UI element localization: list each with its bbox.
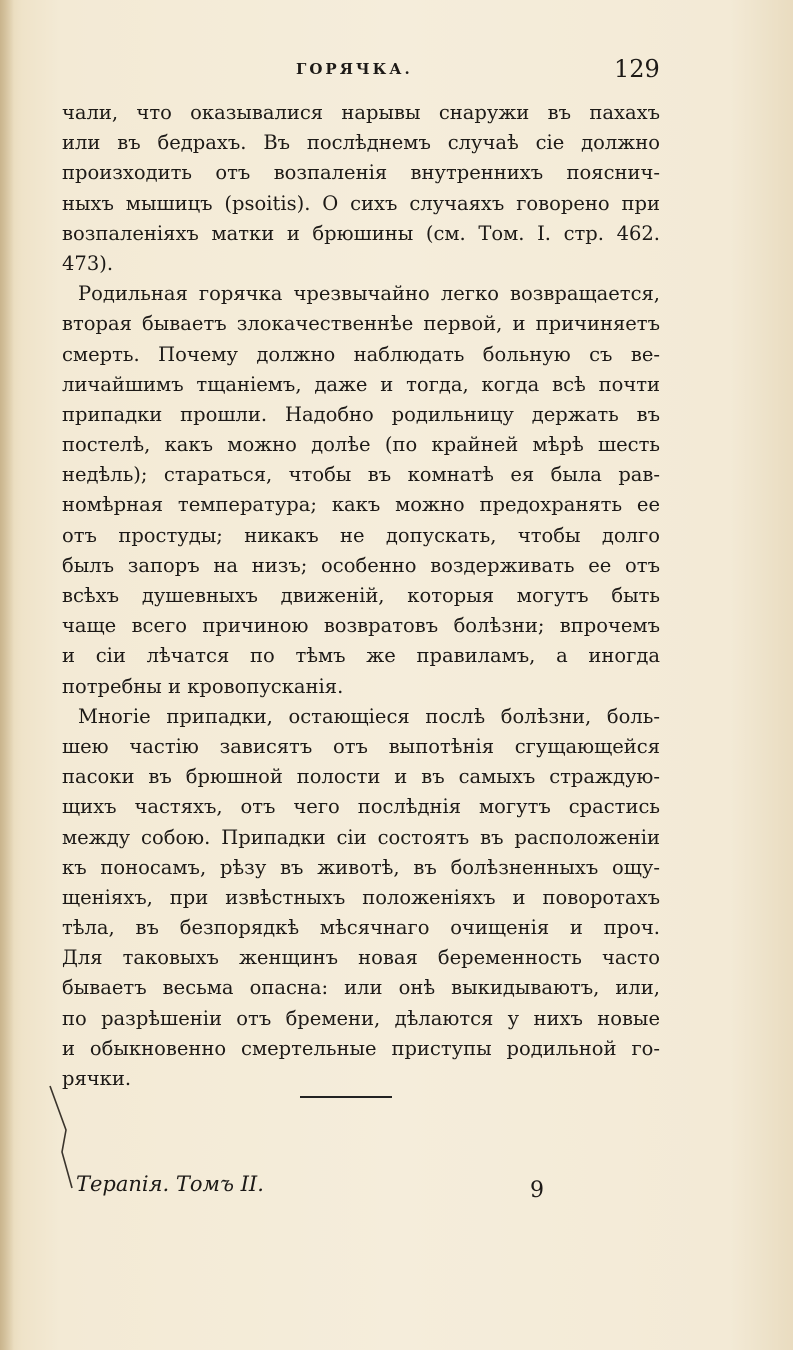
text-line: чали, что оказывалися нарывы снаружи въ пахахъ — [62, 101, 660, 124]
text-line: 473). — [62, 251, 114, 275]
text-line: номѣрная температура; какъ можно предохранять ее — [62, 493, 660, 517]
text-line: личайшимъ тщаніемъ, даже и тогда, когда всѣ почти — [62, 372, 660, 396]
text-line: постелѣ, какъ можно долѣе (по крайней мѣрѣ шесть — [62, 433, 660, 457]
binding-shadow — [0, 0, 14, 1350]
text-line: недѣль); стараться, чтобы въ комнатѣ ея была рав- — [62, 463, 660, 487]
text-line: рячки. — [62, 1067, 132, 1090]
text-line: или въ бедрахъ. Въ послѣднемъ случаѣ сіе должно — [62, 131, 660, 155]
text-line: и обыкновенно смертельные приступы родильной го- — [62, 1036, 660, 1060]
signature-line: Терапія. Томъ II. — [76, 1172, 264, 1196]
text-line: къ поносамъ, рѣзу въ животѣ, въ болѣзненныхъ ощу- — [62, 855, 660, 879]
text-line: по разрѣшеніи отъ бремени, дѣлаются у нихъ новые — [62, 1006, 660, 1030]
section-rule — [300, 1096, 392, 1098]
text-line: и сіи лѣчатся по тѣмъ же правиламъ, а иногда — [62, 644, 660, 668]
text-line: всѣхъ душевныхъ движеній, которыя могутъ быть — [62, 584, 660, 607]
text-line: пасоки въ брюшной полости и въ самыхъ страждую- — [62, 765, 660, 789]
text-line: ныхъ мышицъ (psoitis). О сихъ случаяхъ говорено при — [62, 191, 660, 215]
signature-mark: 9 — [530, 1178, 544, 1203]
page-number: 129 — [614, 55, 660, 83]
paragraph-start: Многіе припадки, остающіеся послѣ болѣзни, боль- — [78, 704, 660, 728]
running-title: ГОРЯЧКА. — [296, 60, 413, 78]
text-line: тѣла, въ безпорядкѣ мѣсячнаго очищенія и проч. — [62, 916, 660, 940]
text-line: потребны и кровопусканія. — [62, 674, 344, 698]
text-line: бываетъ весьма опасна: или онѣ выкидываютъ, или, — [62, 976, 660, 1000]
body-text — [62, 98, 660, 1094]
text-line: припадки прошли. Надобно родильницу держать въ — [62, 402, 660, 426]
paragraph-start: Родильная горячка чрезвычайно легко возвращается, — [78, 282, 660, 306]
text-line: отъ простуды; никакъ не допускать, чтобы долго — [62, 523, 660, 547]
text-line: вторая бываетъ злокачественнѣе первой, и причиняетъ — [62, 312, 660, 336]
text-line: шею частію зависятъ отъ выпотѣнія сгущающейся — [62, 734, 660, 758]
text-line: между собою. Припадки сіи состоятъ въ расположеніи — [62, 825, 660, 849]
text-line: Для таковыхъ женщинъ новая беременность часто — [62, 946, 660, 970]
text-line: щихъ частяхъ, отъ чего послѣднія могутъ срастись — [62, 795, 660, 819]
text-line: былъ запоръ на низъ; особенно воздерживать ее отъ — [62, 553, 660, 577]
text-line: чаще всего причиною возвратовъ болѣзни; впрочемъ — [62, 614, 660, 638]
text-line: смерть. Почему должно наблюдать больную съ ве- — [62, 342, 660, 366]
text-line: щеніяхъ, при извѣстныхъ положеніяхъ и поворотахъ — [62, 885, 660, 909]
text-line: произходить отъ возпаленія внутреннихъ пояснич- — [62, 161, 660, 185]
text-line: возпаленіяхъ матки и брюшины (см. Том. I. стр. 462. — [62, 221, 660, 245]
